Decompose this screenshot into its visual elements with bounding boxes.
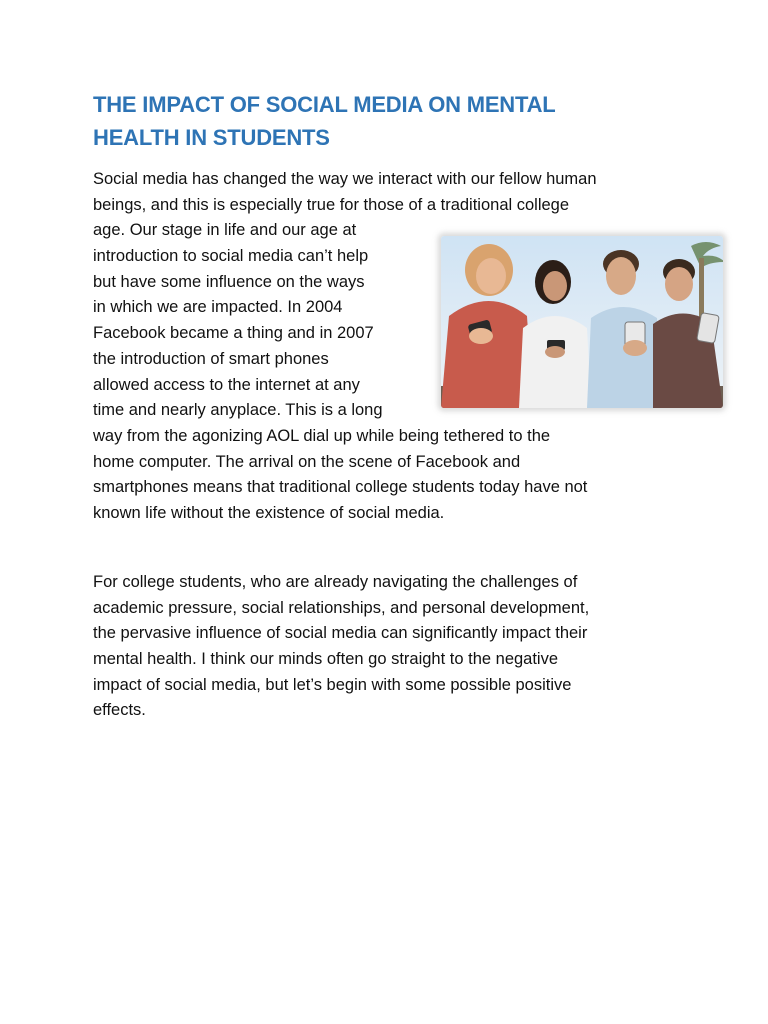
text-line: introduction to social media can’t help — [93, 247, 369, 266]
text-line: in which we are impacted. In 2004 — [93, 298, 343, 317]
document-title — [93, 88, 693, 154]
text-line: Social media has changed the way we interact with our fellow human — [93, 170, 597, 188]
text-line: For college students, who are already navigating the challenges of — [93, 573, 578, 591]
paragraph-college-students — [93, 570, 693, 724]
text-line: effects. — [93, 701, 146, 720]
students-with-phones-photo — [441, 236, 723, 408]
text-line: way from the agonizing AOL dial up while being tethered to the — [93, 426, 551, 445]
text-line: smartphones means that traditional college students today have not — [93, 478, 588, 497]
text-line: impact of social media, but let’s begin with some possible positive — [93, 675, 572, 694]
text-line: time and nearly anyplace. This is a long — [93, 401, 383, 420]
text-line: the introduction of smart phones — [93, 349, 329, 368]
text-line: Facebook became a thing and in 2007 — [93, 324, 374, 343]
text-line: mental health. I think our minds often go straight to the negative — [93, 650, 559, 669]
text-line: but have some influence on the ways — [93, 272, 365, 291]
title-line: HEALTH IN STUDENTS — [93, 125, 330, 150]
text-line: home computer. The arrival on the scene of Facebook and — [93, 452, 521, 471]
title-line: THE IMPACT OF SOCIAL MEDIA ON MENTAL — [93, 92, 556, 117]
text-line: allowed access to the internet at any — [93, 375, 360, 394]
text-line: known life without the existence of social media. — [93, 503, 445, 522]
text-line: academic pressure, social relationships, and personal development, — [93, 598, 590, 617]
text-line: age. Our stage in life and our age at — [93, 221, 357, 240]
text-line: beings, and this is especially true for those of a traditional college — [93, 195, 570, 214]
text-line: the pervasive influence of social media can significantly impact their — [93, 624, 588, 643]
